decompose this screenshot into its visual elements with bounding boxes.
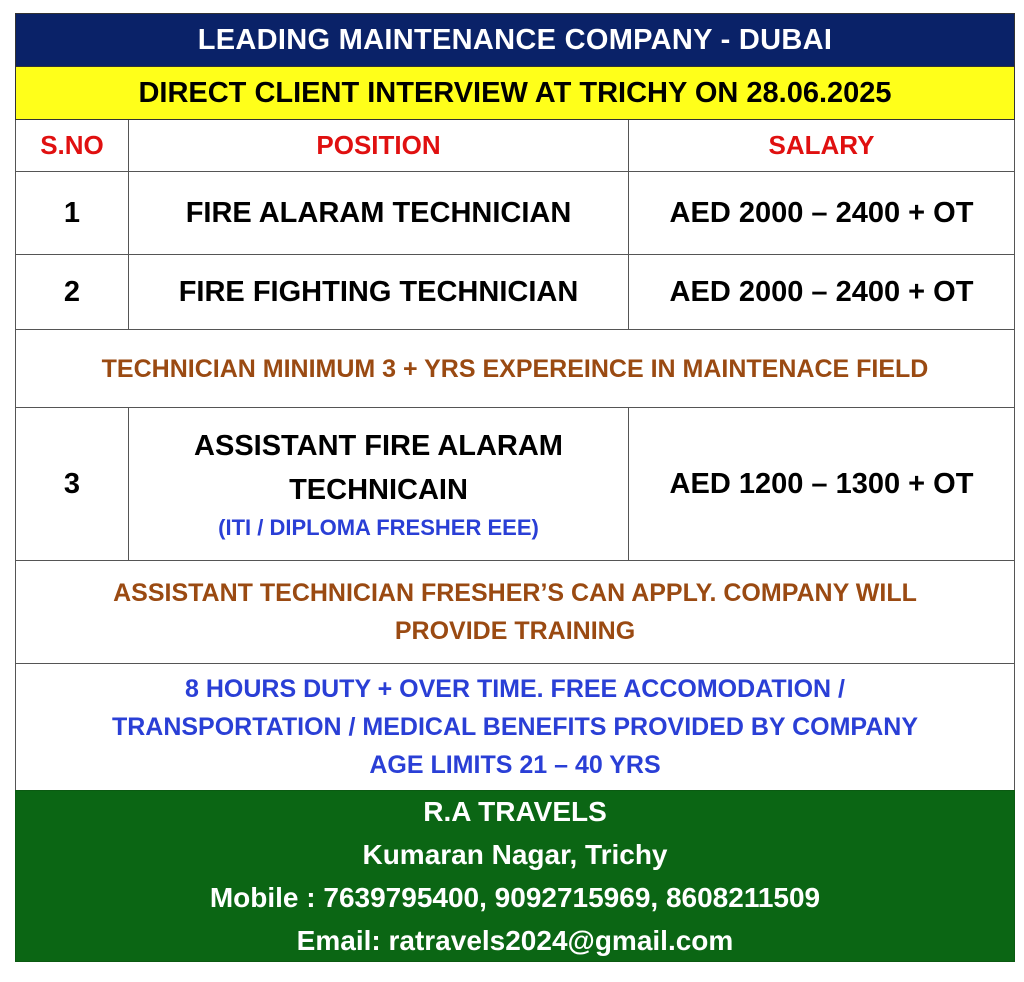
row-3-position (129, 408, 629, 561)
row-3-position-line1: ASSISTANT FIRE ALARAM (194, 430, 563, 462)
agency-name: R.A TRAVELS (423, 796, 607, 827)
job-advert (15, 13, 1015, 962)
row-1-position: FIRE ALARAM TECHNICIAN (129, 172, 629, 255)
row-3-qualification-note: (ITI / DIPLOMA FRESHER EEE) (218, 515, 539, 540)
agency-address: Kumaran Nagar, Trichy (362, 839, 668, 870)
benefits-line-2: TRANSPORTATION / MEDICAL BENEFITS PROVIDED BY COMPANY (111, 713, 919, 741)
row-2-sno: 2 (15, 255, 129, 330)
column-header-salary: SALARY (629, 120, 1015, 172)
agency-mobile: Mobile : 7639795400, 9092715969, 8608211509 (209, 882, 821, 913)
benefits-line-3: AGE LIMITS 21 – 40 YRS (369, 751, 661, 779)
row-1-salary: AED 2000 – 2400 + OT (629, 172, 1015, 255)
advert-title: LEADING MAINTENANCE COMPANY - DUBAI (15, 13, 1015, 67)
benefits-line-1: 8 HOURS DUTY + OVER TIME. FREE ACCOMODATION / (184, 675, 845, 703)
column-header-sno: S.NO (15, 120, 129, 172)
interview-banner: DIRECT CLIENT INTERVIEW AT TRICHY ON 28.06.2025 (15, 67, 1015, 120)
benefits-block (15, 664, 1015, 790)
technician-experience-note: TECHNICIAN MINIMUM 3 + YRS EXPEREINCE IN MAINTENACE FIELD (15, 330, 1015, 408)
row-2-salary: AED 2000 – 2400 + OT (629, 255, 1015, 330)
row-1-sno: 1 (15, 172, 129, 255)
contact-footer (15, 790, 1015, 962)
column-header-position: POSITION (129, 120, 629, 172)
row-2-position: FIRE FIGHTING TECHNICIAN (129, 255, 629, 330)
agency-email: Email: ratravels2024@gmail.com (296, 925, 734, 956)
row-3-position-line2: TECHNICAIN (289, 474, 468, 506)
assistant-fresher-note: ASSISTANT TECHNICIAN FRESHER’S CAN APPLY. COMPANY WILL PROVIDE TRAINING (15, 561, 1015, 664)
row-3-sno: 3 (15, 408, 129, 561)
row-3-salary: AED 1200 – 1300 + OT (629, 408, 1015, 561)
